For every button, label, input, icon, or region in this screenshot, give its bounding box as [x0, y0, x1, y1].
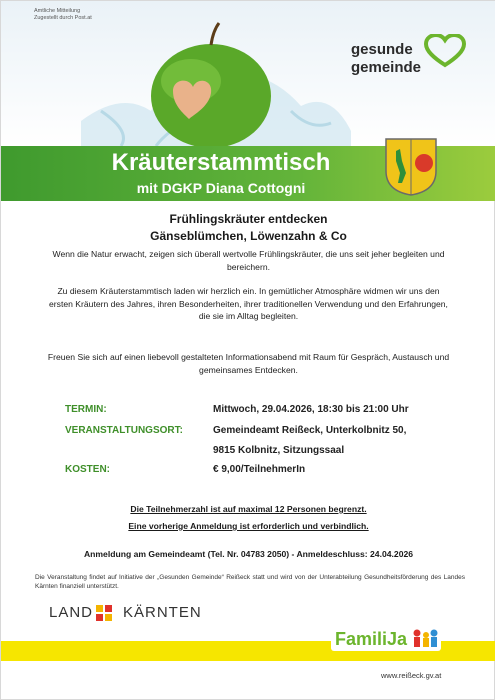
costs-value: € 9,00/TeilnehmerIn	[213, 464, 306, 475]
headline-2: Gänseblümchen, Löwenzahn & Co	[150, 229, 347, 243]
familija-logo	[331, 621, 441, 653]
intro-paragraph-2: Zu diesem Kräuterstammtisch laden wir herzlich ein. In gemütlicher Atmosphäre widmen wir uns den ersten Kräutern des Jahres, ihren Besonderheiten, ihrer traditionellen Verwendung und den Erfahrungen, die sie im Alltag begleiten.	[49, 286, 448, 321]
termin-label: TERMIN:	[65, 404, 107, 415]
location-value-line2: 9815 Kolbnitz, Sitzungssaal	[213, 445, 345, 456]
costs-label: KOSTEN:	[65, 464, 110, 475]
hero-image	[1, 1, 495, 146]
land-kaernten-logo-text-a: LAND	[49, 604, 94, 621]
location-label: VERANSTALTUNGSORT:	[65, 425, 183, 436]
intro-paragraph-3: Freuen Sie sich auf einen liebevoll gestalteten Informationsabend mit Raum für Gespräch, Austausch und gemeinsames Entdecken.	[47, 352, 450, 375]
gesunde-gemeinde-logo: gesunde gemeinde	[351, 41, 422, 76]
postal-note: Amtliche Mitteilung Zugestellt durch Post.at	[34, 8, 92, 21]
capacity-notice: Die Teilnehmerzahl ist auf maximal 12 Personen begrenzt.	[130, 504, 367, 514]
termin-value: Mittwoch, 29.04.2026, 18:30 bis 21:00 Uhr	[213, 404, 409, 415]
registration-info: Anmeldung am Gemeindeamt (Tel. Nr. 04783 2050) - Anmeldeschluss: 24.04.2026	[83, 549, 414, 559]
website-url: www.reißeck.gv.at	[381, 671, 442, 680]
land-kaernten-logo-text-b: KÄRNTEN	[123, 604, 202, 621]
apple-splash-icon	[61, 11, 361, 146]
land-kaernten-mark-icon	[96, 605, 112, 621]
registration-required-notice: Eine vorherige Anmeldung ist erforderlich und verbindlich.	[128, 521, 369, 531]
intro-paragraph-1: Wenn die Natur erwacht, zeigen sich überall wertvolle Frühlingskräuter, die uns seit jeher begleiten und bereichern.	[52, 249, 445, 272]
heart-icon	[424, 34, 466, 68]
event-title: Kräuterstammtisch	[111, 149, 331, 176]
headline-1: Frühlingskräuter entdecken	[169, 212, 328, 226]
svg-text:FamiliJa: FamiliJa	[335, 629, 408, 649]
funding-note: Die Veranstaltung findet auf Initiative der „Gesunden Gemeinde“ Reißeck statt und wird von der Unterabteilung Gesundheitsförderung des Landes Kärnten finanziell unterstützt.	[35, 574, 465, 590]
coat-of-arms-icon	[384, 137, 438, 197]
event-subtitle: mit DGKP Diana Cottogni	[136, 180, 306, 196]
location-value-line1: Gemeindeamt Reißeck, Unterkolbnitz 50,	[213, 425, 407, 436]
